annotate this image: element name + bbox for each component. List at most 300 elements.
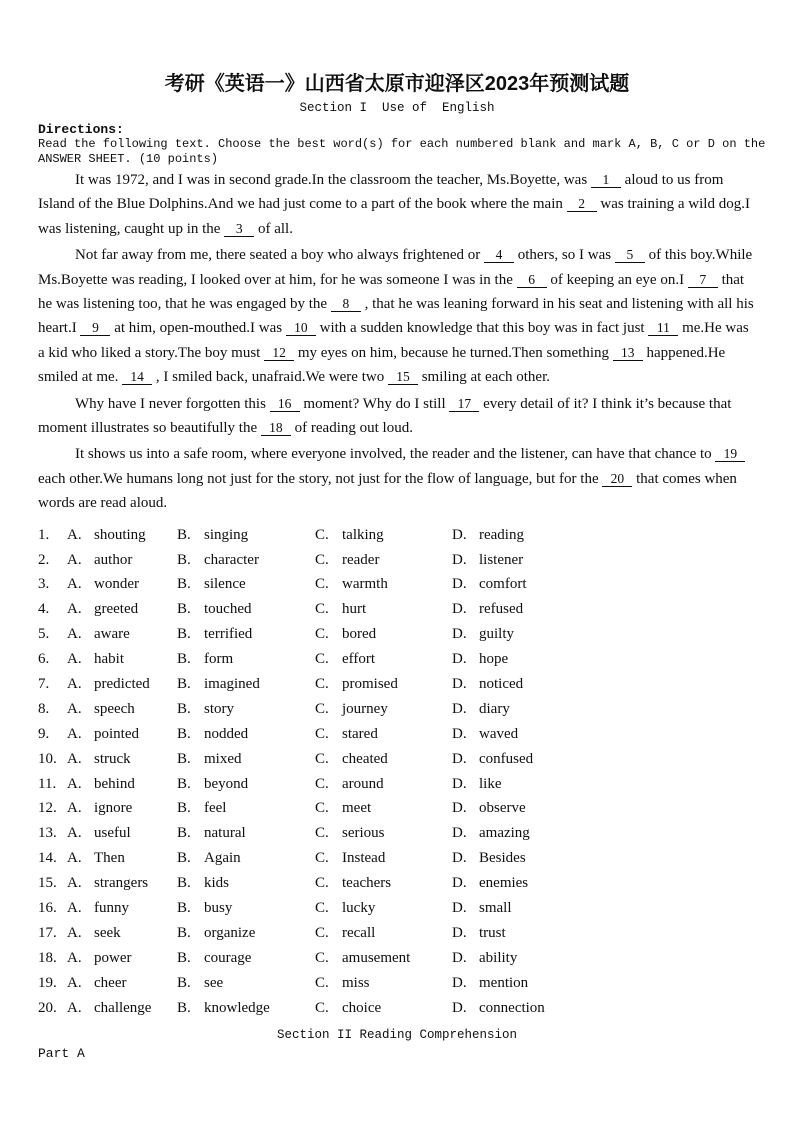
option-b: [177, 523, 248, 548]
option-b: [177, 821, 246, 846]
option-word: bored: [342, 626, 377, 643]
option-b: [177, 548, 259, 573]
option-word: amazing: [479, 825, 530, 842]
option-letter: C.: [315, 775, 329, 792]
option-letter: C.: [315, 850, 329, 867]
option-word: knowledge: [204, 999, 270, 1016]
option-letter: A.: [67, 750, 82, 767]
option-letter: D.: [452, 526, 467, 543]
option-letter: D.: [452, 775, 467, 792]
option-letter: C.: [315, 651, 329, 668]
option-letter: B.: [177, 750, 191, 767]
option-word: shouting: [94, 526, 146, 543]
option-word: teachers: [342, 875, 392, 892]
option-a: [67, 626, 130, 642]
cloze-blank-13: 13: [613, 345, 643, 361]
cloze-blank-6: 6: [517, 272, 547, 288]
option-word: around: [342, 775, 384, 792]
question-number: 19.: [38, 974, 57, 991]
option-b: [177, 921, 255, 946]
option-letter: B.: [177, 651, 191, 668]
option-c: [315, 796, 371, 821]
option-d: [452, 996, 545, 1021]
option-letter: D.: [452, 676, 467, 693]
question-number: 7.: [38, 676, 50, 693]
option-word: habit: [94, 651, 124, 668]
option-word: challenge: [94, 999, 152, 1016]
directions-label: Directions:: [38, 122, 124, 137]
question-row: [38, 722, 756, 747]
option-b: [177, 971, 223, 996]
option-letter: C.: [315, 725, 329, 742]
option-letter: B.: [177, 999, 191, 1016]
option-d: [452, 821, 530, 846]
option-word: character: [204, 551, 259, 568]
option-c: [315, 697, 388, 722]
cloze-passage: [38, 168, 756, 516]
question-row: [38, 572, 756, 597]
option-word: enemies: [479, 875, 529, 892]
option-word: beyond: [204, 775, 249, 792]
option-word: behind: [94, 775, 135, 792]
option-word: ignore: [94, 800, 133, 817]
question-row: [38, 772, 756, 797]
option-c: [315, 722, 378, 747]
option-letter: B.: [177, 700, 191, 717]
question-number: 3.: [38, 576, 50, 593]
option-b: [177, 846, 241, 871]
question-row: [38, 996, 756, 1021]
cloze-blank-17: 17: [449, 396, 479, 412]
option-b: [177, 647, 233, 672]
option-c: [315, 622, 376, 647]
option-letter: C.: [315, 526, 329, 543]
cloze-blank-16: 16: [270, 396, 300, 412]
option-letter: C.: [315, 924, 329, 941]
option-word: busy: [204, 900, 233, 917]
option-letter: D.: [452, 999, 467, 1016]
question-number: 4.: [38, 601, 50, 618]
option-word: silence: [204, 576, 246, 593]
option-word: hurt: [342, 601, 367, 618]
cloze-blank-9: 9: [80, 320, 110, 336]
option-word: waved: [479, 725, 519, 742]
option-word: trust: [479, 924, 506, 941]
option-c: [315, 821, 385, 846]
option-word: stared: [342, 725, 378, 742]
option-word: refused: [479, 601, 524, 618]
option-b: [177, 597, 251, 622]
option-letter: D.: [452, 949, 467, 966]
option-letter: C.: [315, 700, 329, 717]
option-word: small: [479, 900, 512, 917]
option-word: guilty: [479, 626, 515, 643]
question-row: [38, 672, 756, 697]
option-letter: C.: [315, 750, 329, 767]
option-letter: A.: [67, 651, 82, 668]
cloze-blank-11: 11: [648, 320, 678, 336]
question-row: [38, 796, 756, 821]
option-word: noticed: [479, 676, 524, 693]
option-word: speech: [94, 700, 135, 717]
option-b: [177, 871, 229, 896]
option-a: [67, 850, 125, 866]
question-number: 15.: [38, 875, 57, 892]
cloze-blank-12: 12: [264, 345, 294, 361]
option-letter: D.: [452, 875, 467, 892]
option-letter: B.: [177, 725, 191, 742]
option-word: confused: [479, 750, 534, 767]
question-number: 18.: [38, 949, 57, 966]
option-word: journey: [342, 700, 388, 717]
option-letter: B.: [177, 551, 191, 568]
option-letter: D.: [452, 800, 467, 817]
option-letter: D.: [452, 750, 467, 767]
question-row: [38, 697, 756, 722]
question-number: 6.: [38, 651, 50, 668]
option-word: listener: [479, 551, 524, 568]
option-b: [177, 896, 232, 921]
option-word: author: [94, 551, 133, 568]
option-a: [67, 552, 132, 568]
option-c: [315, 896, 375, 921]
option-d: [452, 971, 528, 996]
option-letter: A.: [67, 875, 82, 892]
question-row: [38, 896, 756, 921]
option-word: warmth: [342, 576, 388, 593]
option-b: [177, 772, 248, 797]
option-b: [177, 722, 248, 747]
question-row: [38, 597, 756, 622]
option-b: [177, 747, 242, 772]
question-row: [38, 921, 756, 946]
question-number: 13.: [38, 825, 57, 842]
option-a: [67, 527, 146, 543]
option-d: [452, 846, 526, 871]
question-row: [38, 946, 756, 971]
option-a: [67, 1000, 151, 1016]
option-word: mixed: [204, 750, 242, 767]
option-word: Again: [204, 850, 241, 867]
option-d: [452, 548, 523, 573]
option-letter: A.: [67, 775, 82, 792]
option-letter: B.: [177, 626, 191, 643]
option-a: [67, 950, 132, 966]
option-letter: A.: [67, 526, 82, 543]
option-d: [452, 697, 510, 722]
question-row: [38, 523, 756, 548]
question-number: 11.: [38, 775, 57, 792]
option-word: form: [204, 651, 234, 668]
option-letter: B.: [177, 526, 191, 543]
option-word: Then: [94, 850, 125, 867]
option-letter: B.: [177, 576, 191, 593]
option-letter: A.: [67, 850, 82, 867]
option-letter: C.: [315, 601, 329, 618]
option-b: [177, 622, 252, 647]
option-letter: C.: [315, 676, 329, 693]
option-a: [67, 776, 135, 792]
option-c: [315, 597, 366, 622]
directions-text: Read the following text. Choose the best word(s) for each numbered blank and mark A, B, C or D on the ANSWER SHEET. (10 points): [38, 137, 766, 166]
option-word: ability: [479, 949, 518, 966]
option-d: [452, 647, 508, 672]
question-number: 16.: [38, 900, 57, 917]
option-word: pointed: [94, 725, 139, 742]
option-a: [67, 925, 121, 941]
option-letter: C.: [315, 800, 329, 817]
question-row: [38, 747, 756, 772]
cloze-blank-1: 1: [591, 172, 621, 188]
option-a: [67, 800, 132, 816]
option-word: Besides: [479, 850, 526, 867]
option-c: [315, 572, 388, 597]
option-letter: A.: [67, 900, 82, 917]
option-c: [315, 846, 385, 871]
option-a: [67, 676, 150, 692]
question-number: 8.: [38, 700, 50, 717]
passage-paragraph: Why have I never forgotten this 16 moment? Why do I still 17 every detail of it? I think it’s because that moment illustrates so beautifully the 18 of reading out loud.: [38, 395, 732, 437]
option-letter: C.: [315, 974, 329, 991]
option-c: [315, 772, 384, 797]
option-a: [67, 975, 126, 991]
option-word: see: [204, 974, 224, 991]
section-2-heading: Section II Reading Comprehension: [276, 1027, 518, 1042]
option-word: useful: [94, 825, 131, 842]
option-letter: C.: [315, 551, 329, 568]
option-word: mention: [479, 974, 529, 991]
option-word: diary: [479, 700, 510, 717]
option-letter: D.: [452, 651, 467, 668]
option-letter: A.: [67, 676, 82, 693]
option-b: [177, 672, 260, 697]
option-word: terrified: [204, 626, 253, 643]
option-c: [315, 548, 379, 573]
option-word: strangers: [94, 875, 149, 892]
option-letter: C.: [315, 900, 329, 917]
option-word: aware: [94, 626, 130, 643]
question-number: 2.: [38, 551, 50, 568]
option-a: [67, 825, 131, 841]
question-row: [38, 622, 756, 647]
option-letter: B.: [177, 850, 191, 867]
option-letter: A.: [67, 949, 82, 966]
option-b: [177, 572, 246, 597]
option-letter: D.: [452, 700, 467, 717]
option-c: [315, 871, 391, 896]
option-word: promised: [342, 676, 398, 693]
option-word: effort: [342, 651, 376, 668]
option-word: story: [204, 700, 234, 717]
question-number: 12.: [38, 800, 57, 817]
option-word: observe: [479, 800, 526, 817]
cloze-blank-14: 14: [122, 369, 152, 385]
question-list: [38, 523, 756, 1021]
option-c: [315, 523, 384, 548]
option-a: [67, 875, 148, 891]
option-d: [452, 523, 524, 548]
option-word: serious: [342, 825, 385, 842]
option-word: struck: [94, 750, 131, 767]
option-d: [452, 772, 502, 797]
option-word: power: [94, 949, 132, 966]
option-letter: D.: [452, 576, 467, 593]
option-d: [452, 896, 512, 921]
option-b: [177, 796, 226, 821]
option-letter: D.: [452, 626, 467, 643]
option-letter: A.: [67, 825, 82, 842]
question-number: 20.: [38, 999, 57, 1016]
option-letter: D.: [452, 974, 467, 991]
option-d: [452, 572, 526, 597]
option-c: [315, 647, 375, 672]
option-word: choice: [342, 999, 382, 1016]
option-word: courage: [204, 949, 252, 966]
option-letter: C.: [315, 825, 329, 842]
option-b: [177, 697, 234, 722]
option-word: connection: [479, 999, 545, 1016]
option-d: [452, 672, 523, 697]
option-letter: D.: [452, 900, 467, 917]
option-word: singing: [204, 526, 249, 543]
option-word: kids: [204, 875, 230, 892]
passage-paragraph: It was 1972, and I was in second grade.In the classroom the teacher, Ms.Boyette, was 1 aloud to us from Island of the Blue Dolphins.And we had just come to a part of the book where the main 2 was training a wild dog.I was listening, caught up in the 3 of all.: [38, 172, 750, 237]
option-a: [67, 701, 135, 717]
option-d: [452, 921, 506, 946]
option-letter: D.: [452, 850, 467, 867]
option-letter: D.: [452, 551, 467, 568]
option-letter: A.: [67, 725, 82, 742]
option-letter: B.: [177, 676, 191, 693]
option-a: [67, 751, 131, 767]
option-word: feel: [204, 800, 227, 817]
option-word: wonder: [94, 576, 139, 593]
option-letter: C.: [315, 875, 329, 892]
option-c: [315, 971, 370, 996]
option-letter: B.: [177, 775, 191, 792]
cloze-blank-20: 20: [602, 471, 632, 487]
option-letter: B.: [177, 924, 191, 941]
option-word: miss: [342, 974, 370, 991]
passage-paragraph: It shows us into a safe room, where everyone involved, the reader and the listener, can have that chance to 19 each other.We humans long not just for the story, not just for the flow of language, but for the 20 that comes when words are read aloud.: [38, 442, 756, 515]
option-c: [315, 672, 398, 697]
question-number: 9.: [38, 725, 50, 742]
option-b: [177, 946, 251, 971]
question-row: [38, 821, 756, 846]
option-word: like: [479, 775, 502, 792]
option-word: imagined: [204, 676, 260, 693]
option-letter: A.: [67, 626, 82, 643]
option-d: [452, 796, 526, 821]
option-letter: C.: [315, 949, 329, 966]
option-c: [315, 747, 388, 772]
option-letter: D.: [452, 924, 467, 941]
question-row: [38, 971, 756, 996]
option-d: [452, 622, 514, 647]
question-number: 14.: [38, 850, 57, 867]
option-a: [67, 726, 139, 742]
option-word: touched: [204, 601, 252, 618]
cloze-blank-10: 10: [286, 320, 316, 336]
section-1-heading: Section I Use of English: [299, 101, 495, 115]
option-word: seek: [94, 924, 121, 941]
question-row: [38, 647, 756, 672]
option-letter: D.: [452, 825, 467, 842]
option-letter: A.: [67, 974, 82, 991]
option-word: meet: [342, 800, 372, 817]
option-letter: C.: [315, 999, 329, 1016]
option-letter: D.: [452, 601, 467, 618]
option-word: hope: [479, 651, 509, 668]
part-a-label: Part A: [38, 1045, 85, 1061]
option-letter: A.: [67, 601, 82, 618]
option-d: [452, 871, 528, 896]
option-c: [315, 996, 381, 1021]
option-a: [67, 576, 139, 592]
cloze-blank-5: 5: [615, 247, 645, 263]
question-number: 5.: [38, 626, 50, 643]
option-a: [67, 900, 129, 916]
option-word: reader: [342, 551, 380, 568]
option-c: [315, 946, 410, 971]
option-letter: A.: [67, 576, 82, 593]
passage-paragraph: Not far away from me, there seated a boy who always frightened or 4 others, so I was 5 of this boy.While Ms.Boyette was reading, I looked over at him, for he was someone I was in the 6 of keeping an eye on.I 7 that he was listening too, that he was engaged by the 8 , that he was leaning forward in his seat and listening with all his heart.I 9 at him, open-mouthed.I was 10 with a sudden knowledge that this boy was in fact just 11 me.He was a kid who liked a story.The boy must 12 my eyes on him, because he turned.Then something 13 happened.He smiled at me. 14 , I smiled back, unafraid.We were two 15 smiling at each other.: [38, 247, 754, 386]
option-letter: C.: [315, 626, 329, 643]
option-word: comfort: [479, 576, 527, 593]
option-b: [177, 996, 270, 1021]
option-a: [67, 601, 138, 617]
page-title: 考研《英语一》山西省太原市迎泽区2023年预测试题: [164, 73, 630, 95]
option-word: recall: [342, 924, 376, 941]
question-row: [38, 871, 756, 896]
cloze-blank-7: 7: [688, 272, 718, 288]
option-word: talking: [342, 526, 384, 543]
option-letter: D.: [452, 725, 467, 742]
option-letter: A.: [67, 924, 82, 941]
option-letter: B.: [177, 601, 191, 618]
option-word: reading: [479, 526, 524, 543]
option-word: predicted: [94, 676, 150, 693]
question-number: 10.: [38, 750, 57, 767]
question-number: 1.: [38, 526, 50, 543]
option-letter: B.: [177, 825, 191, 842]
cloze-blank-15: 15: [388, 369, 418, 385]
option-letter: A.: [67, 999, 82, 1016]
option-c: [315, 921, 375, 946]
option-letter: B.: [177, 974, 191, 991]
option-word: natural: [204, 825, 246, 842]
option-word: nodded: [204, 725, 249, 742]
cloze-blank-18: 18: [261, 420, 291, 436]
option-d: [452, 597, 523, 622]
cloze-blank-3: 3: [224, 221, 254, 237]
option-word: cheated: [342, 750, 388, 767]
option-letter: C.: [315, 576, 329, 593]
option-letter: B.: [177, 949, 191, 966]
cloze-blank-8: 8: [331, 296, 361, 312]
option-letter: B.: [177, 900, 191, 917]
option-d: [452, 722, 518, 747]
option-d: [452, 946, 517, 971]
option-word: Instead: [342, 850, 386, 867]
question-row: [38, 548, 756, 573]
option-word: amusement: [342, 949, 411, 966]
option-word: lucky: [342, 900, 376, 917]
option-a: [67, 651, 124, 667]
option-word: funny: [94, 900, 129, 917]
question-row: [38, 846, 756, 871]
option-word: greeted: [94, 601, 139, 618]
